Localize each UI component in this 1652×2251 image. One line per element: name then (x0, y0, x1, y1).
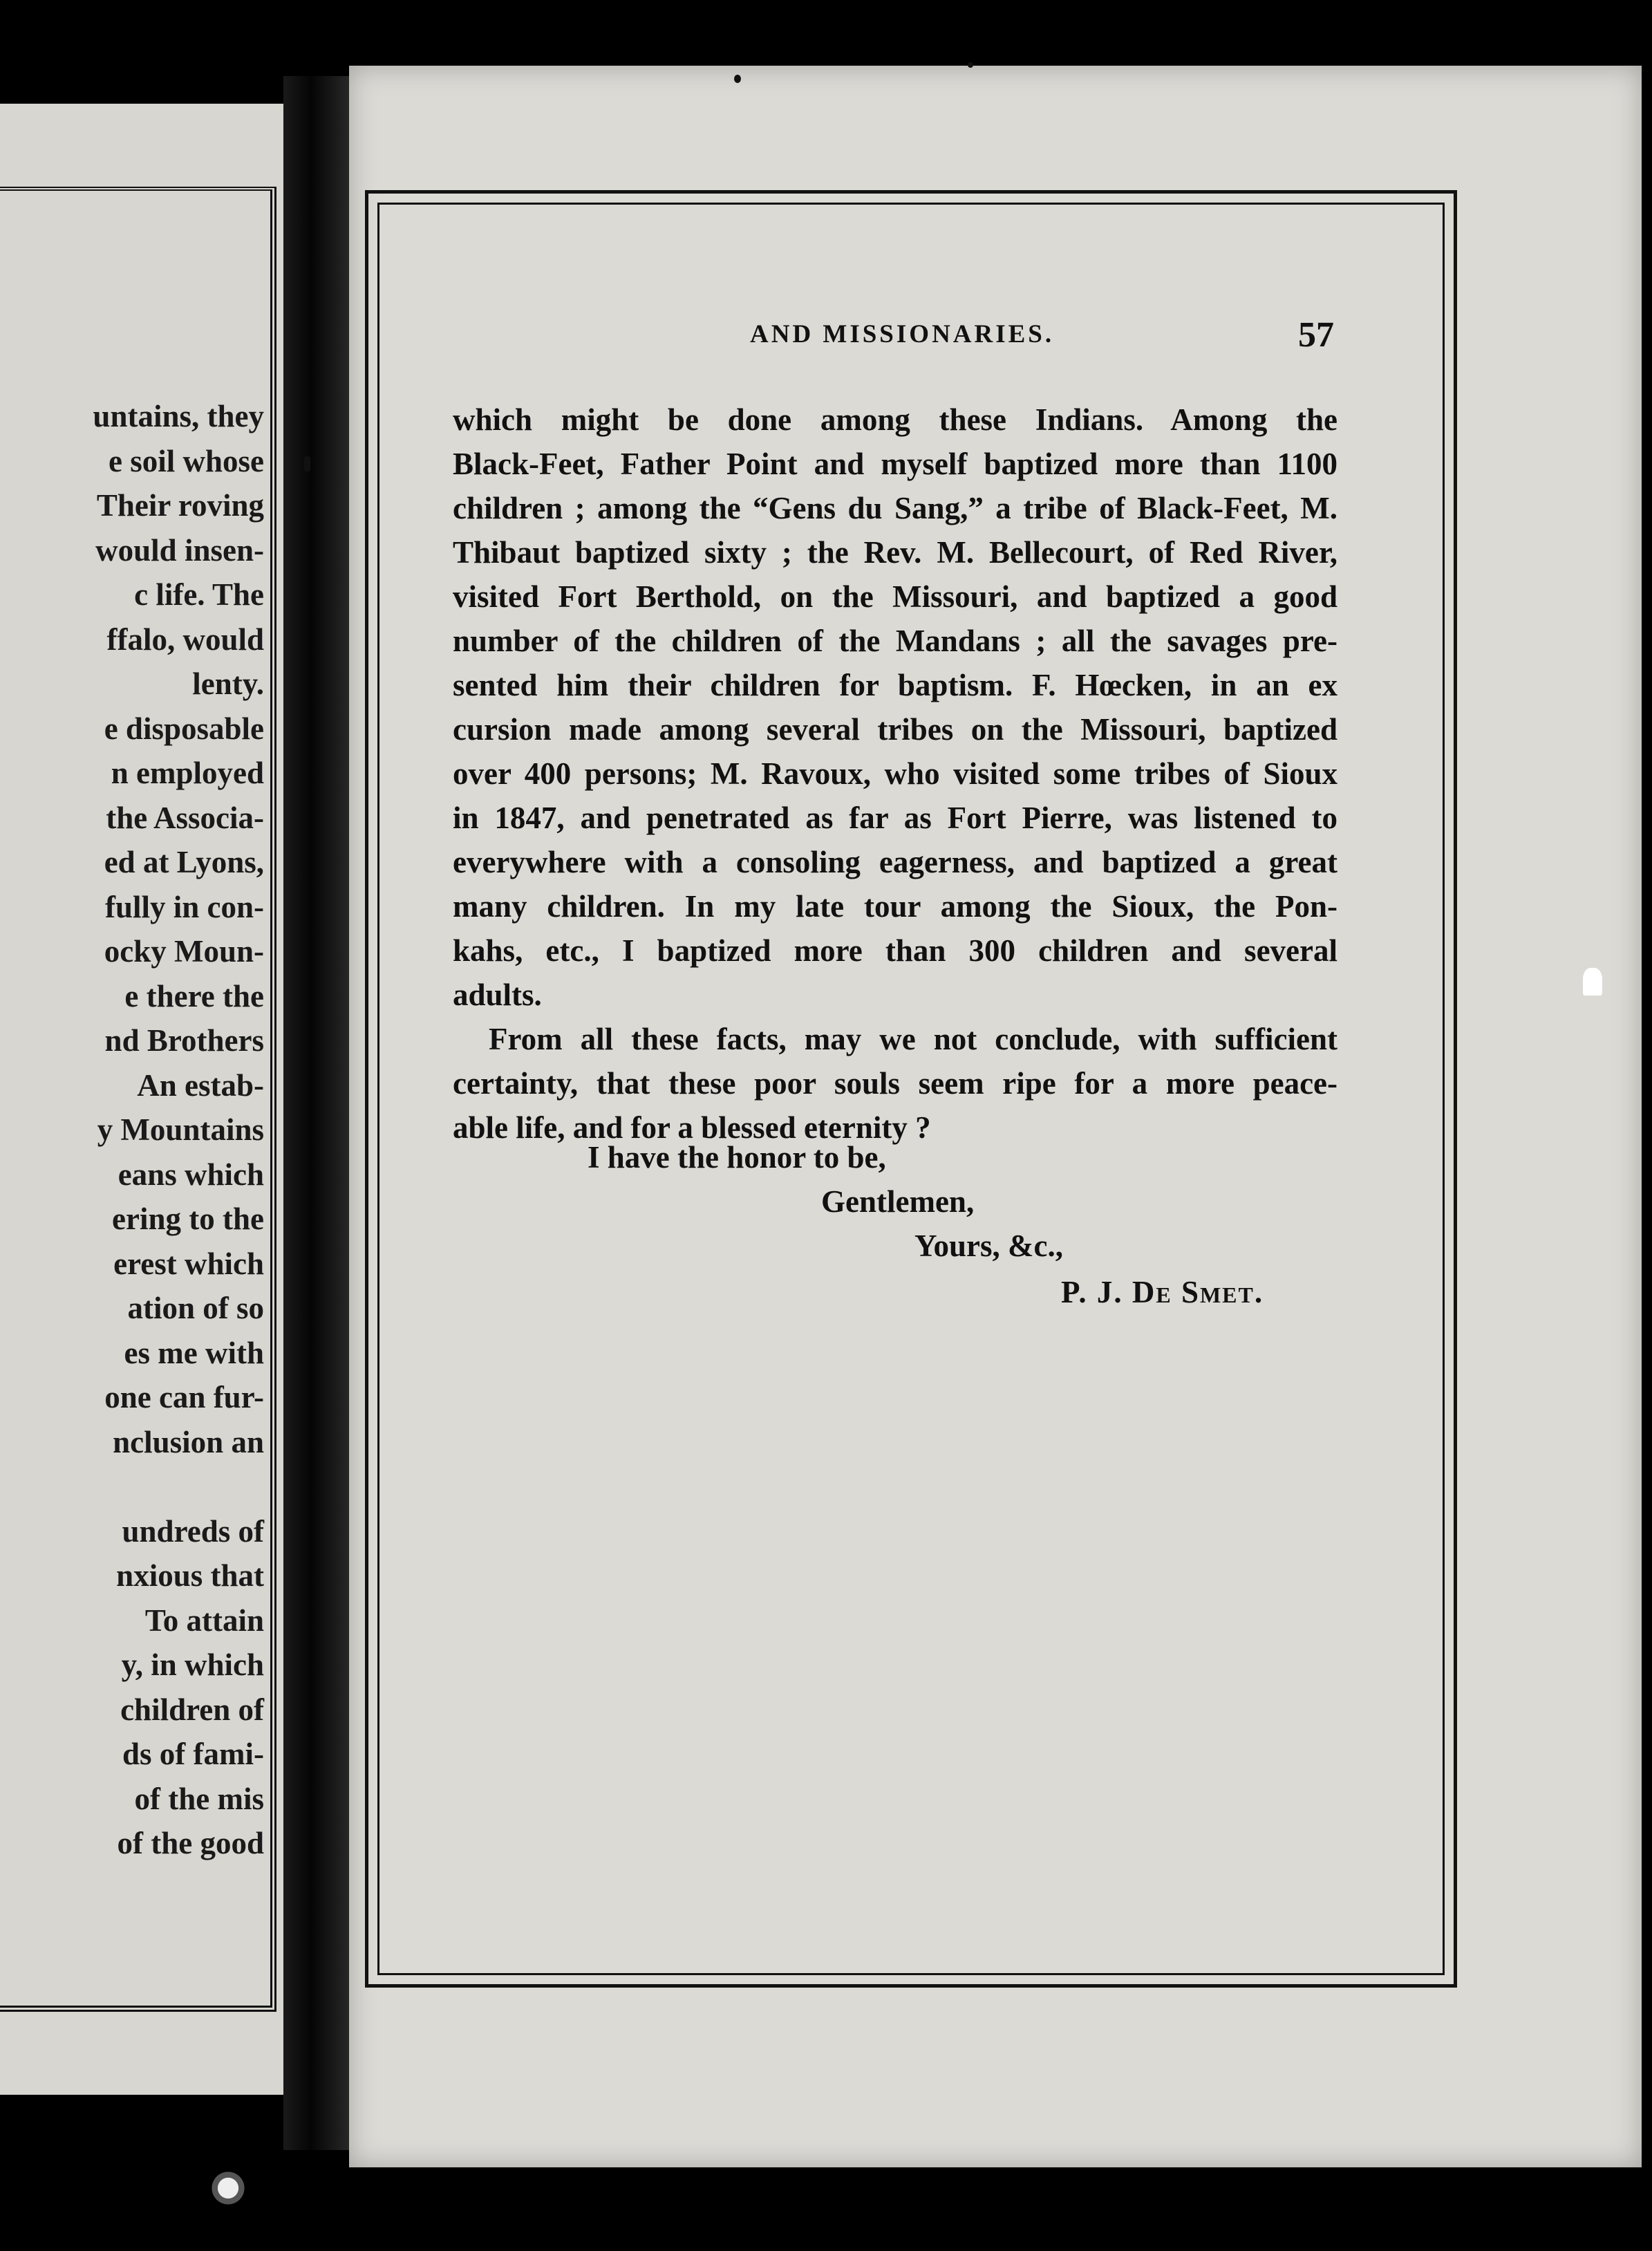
book-gutter (283, 76, 353, 2150)
left-page-line: eans which (118, 1157, 264, 1192)
scan-blot (207, 2167, 249, 2209)
scan-speck (968, 62, 973, 68)
text-line: visited Fort Berthold, on the Missouri, and baptized a good (453, 579, 1337, 614)
text-line: many children. In my late tour among the Sioux, the Pon- (453, 889, 1337, 924)
left-page-line: n employed (111, 756, 264, 790)
left-page-line: e there the (124, 978, 264, 1014)
left-page-line: children of (120, 1692, 264, 1727)
text-line: adults. (453, 978, 542, 1012)
signature: P. J. De Smet. (1061, 1275, 1264, 1309)
text-line: sented him their children for baptism. F. Hœcken, in an ex (453, 668, 1337, 702)
left-page-line: y, in which (121, 1647, 264, 1682)
text-line: certainty, that these poor souls seem ripe for a more peace- (453, 1066, 1337, 1101)
left-page-line: fully in con- (104, 889, 264, 924)
left-page-line: erest which (113, 1246, 264, 1281)
left-page-line: one can fur- (104, 1380, 264, 1414)
left-page-line: To attain (144, 1603, 264, 1638)
left-page-line: nxious that (116, 1558, 264, 1593)
text-line: able life, and for a blessed eternity ? (453, 1110, 931, 1145)
text-line: children ; among the “Gens du Sang,” a tribe of Black-Feet, M. (453, 491, 1337, 525)
text-line: Thibaut baptized sixty ; the Rev. M. Bellecourt, of Red River, (453, 535, 1337, 570)
left-page-text (1, 394, 264, 1866)
paragraph-1 (453, 398, 1337, 1017)
text-line: From all these facts, may we not conclude, with sufficient (489, 1022, 1337, 1056)
left-page-line: undreds of (122, 1513, 264, 1549)
left-page-line: y Mountains (97, 1112, 264, 1147)
body-text (453, 398, 1337, 1150)
text-line: over 400 persons; M. Ravoux, who visited some tribes of Sioux (453, 756, 1337, 791)
left-page-line: the Associa- (106, 800, 264, 835)
left-page-line: e disposable (104, 711, 264, 746)
closing-line-1: I have the honor to be, (588, 1140, 886, 1175)
left-page-line: An estab- (137, 1067, 264, 1103)
left-page-line: nclusion an (113, 1424, 264, 1459)
text-line: kahs, etc., I baptized more than 300 children and several (453, 933, 1337, 968)
left-page-line: ering to the (112, 1202, 264, 1236)
page-number: 57 (1298, 315, 1334, 355)
left-page-line: of the good (117, 1826, 264, 1860)
closing-line-3: Yours, &c., (914, 1229, 1063, 1263)
text-line: Black-Feet, Father Point and myself baptized more than 1100 (453, 447, 1337, 481)
left-page-line: e soil whose (109, 443, 264, 478)
scan-speck (1583, 968, 1602, 996)
left-page-line: untains, they (93, 399, 264, 433)
left-page-line: ffalo, would (106, 622, 264, 657)
text-line: number of the children of the Mandans ; all the savages pre- (453, 624, 1337, 658)
text-line: cursion made among several tribes on the Missouri, baptized (453, 712, 1337, 747)
left-page-line: ation of so (127, 1291, 264, 1325)
closing-salutation: Gentlemen, (821, 1184, 975, 1219)
scan-speck (304, 456, 310, 471)
left-page-line: ed at Lyons, (104, 845, 264, 879)
left-page-line (1, 1464, 264, 1509)
running-head: AND MISSIONARIES. (750, 320, 1055, 348)
left-page-line: Their roving (96, 488, 264, 523)
text-line: everywhere with a consoling eagerness, and baptized a great (453, 845, 1337, 879)
left-page-line: es me with (124, 1335, 264, 1370)
left-page-line: would insen- (95, 532, 264, 568)
text-line: in 1847, and penetrated as far as Fort Pierre, was listened to (453, 801, 1337, 835)
left-facing-page (0, 104, 283, 2095)
left-page-line: of the mis (134, 1781, 264, 1816)
left-page-line: nd Brothers (104, 1023, 264, 1058)
left-page-line: ds of fami- (122, 1737, 264, 1771)
text-line: which might be done among these Indians. Among the (453, 402, 1337, 437)
scan-speck (734, 75, 741, 83)
left-page-line: c life. The (134, 577, 264, 612)
left-page-line: lenty. (192, 666, 264, 701)
paragraph-2 (453, 1017, 1337, 1150)
left-page-line: ocky Moun- (104, 934, 264, 969)
